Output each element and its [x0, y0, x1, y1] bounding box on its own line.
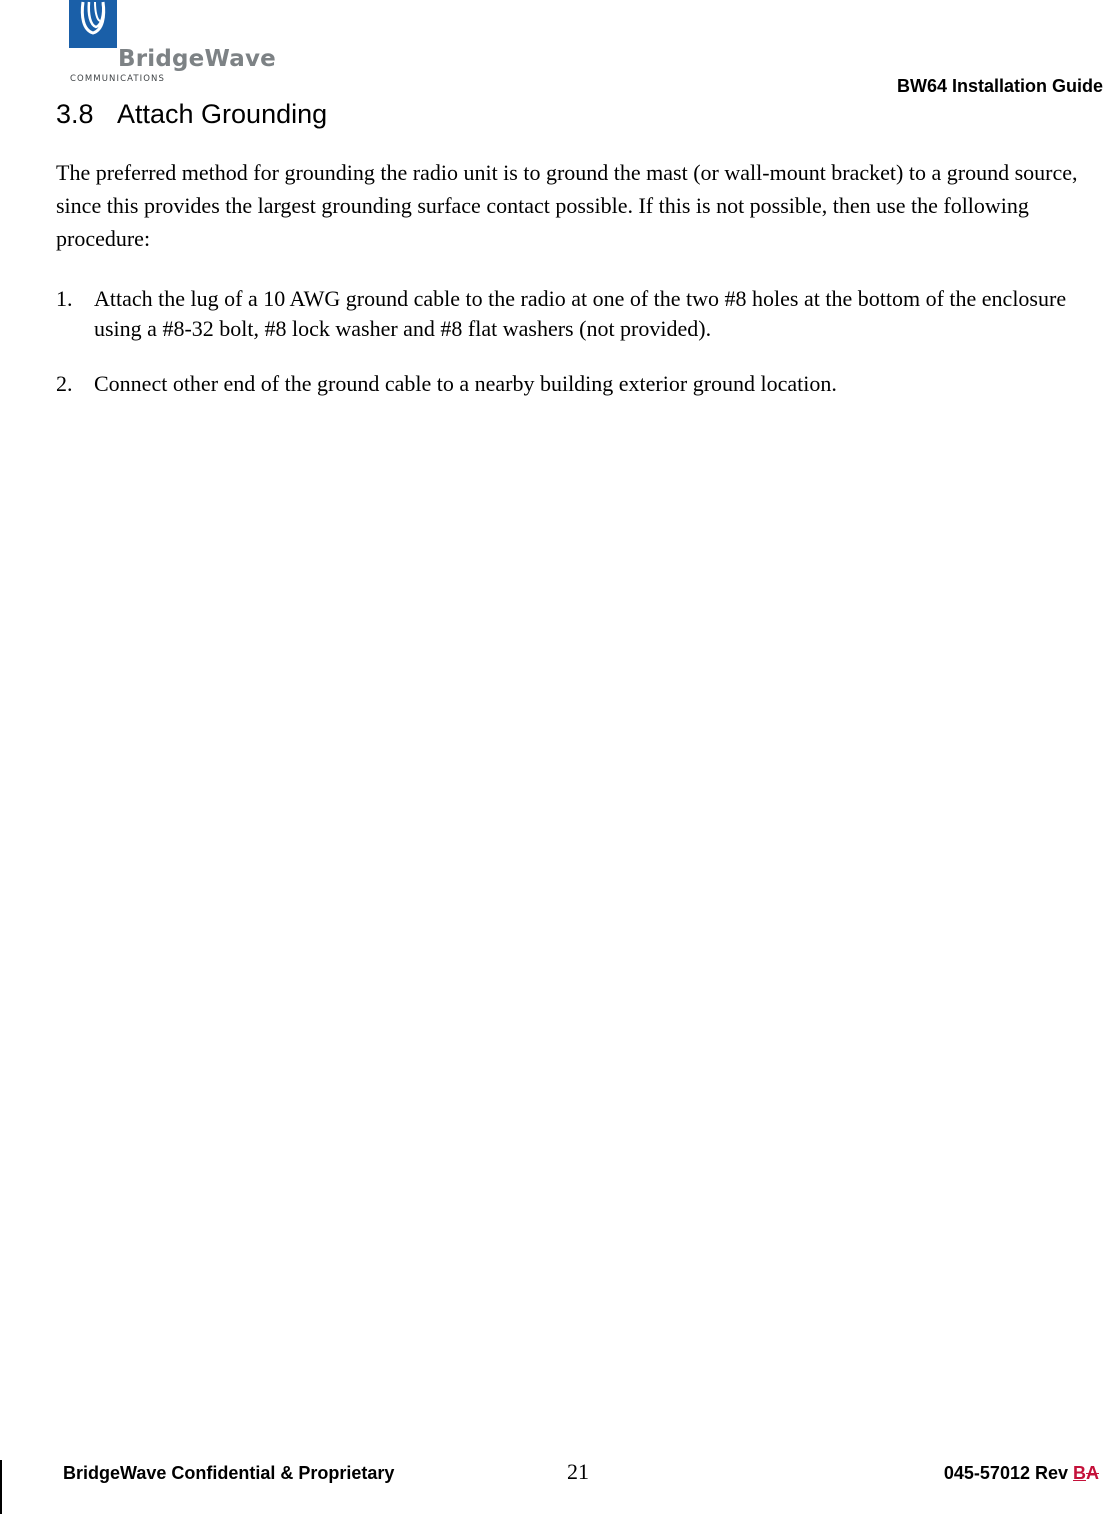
revision-old: A: [1086, 1463, 1099, 1483]
section-heading: [56, 99, 327, 130]
step-text: Connect other end of the ground cable to a nearby building exterior ground location.: [94, 371, 837, 396]
bridgewave-logo-icon: [69, 0, 117, 48]
confidential-notice: BridgeWave Confidential & Proprietary: [63, 1463, 395, 1483]
logo-name: BridgeWave: [118, 46, 276, 72]
bridgewave-logo: [66, 0, 276, 90]
change-bar: [0, 1460, 2, 1514]
step-number: 1.: [56, 286, 73, 311]
logo-subtitle: COMMUNICATIONS: [70, 74, 166, 84]
guide-title: BW64 Installation Guide: [896, 76, 1103, 96]
procedure-list: [56, 284, 1101, 424]
doc-number-text: 045-57012 Rev: [943, 1463, 1073, 1483]
step-number: 2.: [56, 371, 73, 396]
procedure-step: [56, 369, 1101, 399]
intro-paragraph: The preferred method for grounding the radio unit is to ground the mast (or wall-mount bracket) to a ground source, since this provides the largest grounding surface contact possible. If this is not possible, then use the following procedure:: [56, 160, 1078, 251]
step-text: Attach the lug of a 10 AWG ground cable to the radio at one of the two #8 holes at the bottom of the enclosure using a #8-32 bolt, #8 lock washer and #8 flat washers (not provided).: [94, 286, 1067, 341]
section-number: 3.8: [56, 99, 94, 129]
page-number: 21: [567, 1459, 589, 1484]
document-number: [944, 1463, 1099, 1484]
procedure-step: [56, 284, 1101, 344]
revision-new: B: [1073, 1463, 1086, 1483]
section-title: Attach Grounding: [117, 99, 328, 129]
